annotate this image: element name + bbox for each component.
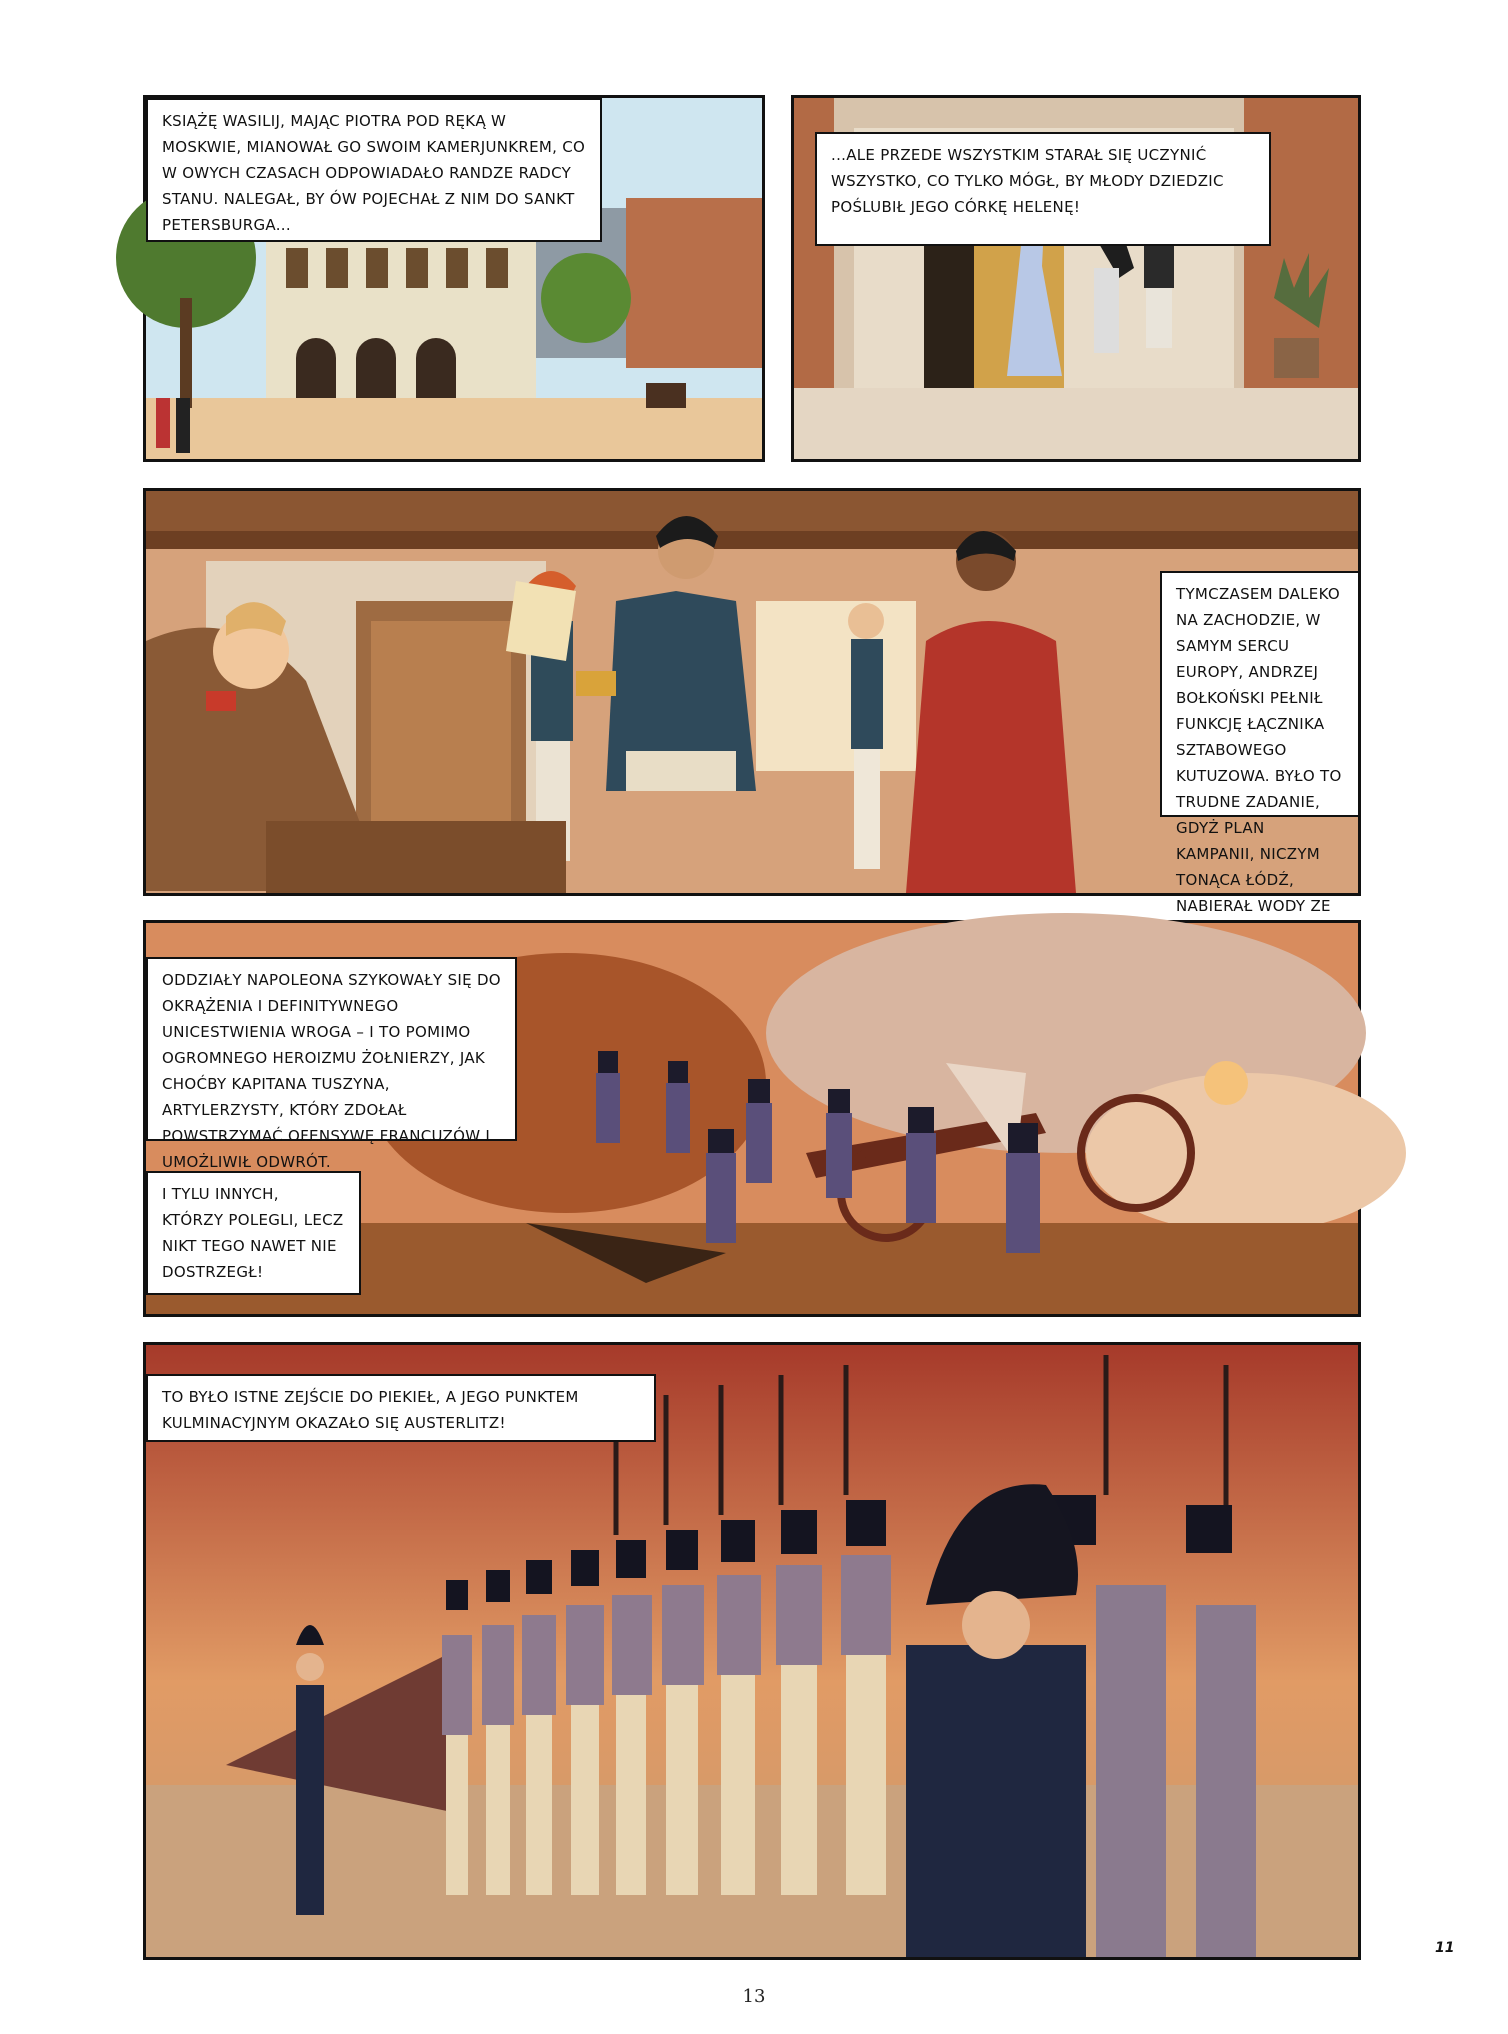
page-number: 13 [742, 1986, 766, 2007]
panel-2 [791, 95, 1361, 462]
caption-box: TYMCZASEM DALEKO NA ZACHODZIE, W SAMYM SERCU EUROPY, ANDRZEJ BOŁKOŃSKI PEŁNIŁ FUNKCJĘ ŁĄCZNIKA SZTABOWEGO KUTUZOWA. BYŁO TO TRUDNE ZADANIE, GDYŻ PLAN KAMPANII, NICZYM TONĄCA ŁÓDŹ, NABIERAŁ WODY ZE [1160, 571, 1360, 817]
caption-box: TO BYŁO ISTNE ZEJŚCIE DO PIEKIEŁ, A JEGO PUNKTEM KULMINACYJNYM OKAZAŁO SIĘ AUSTERLITZ! [146, 1374, 656, 1442]
caption-box: KSIĄŻĘ WASILIJ, MAJĄC PIOTRA POD RĘKĄ W MOSKWIE, MIANOWAŁ GO SWOIM KAMERJUNKREM, CO W OWYCH CZASACH ODPOWIADAŁO RANDZE RADCY STANU. NALEGAŁ, BY ÓW POJECHAŁ Z NIM DO SANKT PETERSBURGA... [146, 98, 602, 242]
folio-number: 11 [1435, 1940, 1455, 1956]
panel-1 [143, 95, 765, 462]
panel-3 [143, 488, 1361, 915]
panel-4 [143, 920, 1361, 1317]
panel-5 [143, 1342, 1361, 1960]
caption-box: ODDZIAŁY NAPOLEONA SZYKOWAŁY SIĘ DO OKRĄŻENIA I DEFINITYWNEGO UNICESTWIENIA WROGA – I TO POMIMO OGROMNEGO HEROIZMU ŻOŁNIERZY, JAK CHOĆBY KAPITANA TUSZYNA, ARTYLERZYSTY, KTÓRY ZDOŁAŁ POWSTRZYMAĆ OFENSYWĘ FRANCUZÓW I UMOŻLIWIŁ ODWRÓT. [146, 957, 517, 1141]
caption-box: ...ALE PRZEDE WSZYSTKIM STARAŁ SIĘ UCZYNIĆ WSZYSTKO, CO TYLKO MÓGŁ, BY MŁODY DZIEDZIC POŚLUBIŁ JEGO CÓRKĘ HELENĘ! [815, 132, 1271, 246]
caption-box: I TYLU INNYCH, KTÓRZY POLEGLI, LECZ NIKT TEGO NAWET NIE DOSTRZEGŁ! [146, 1171, 361, 1295]
